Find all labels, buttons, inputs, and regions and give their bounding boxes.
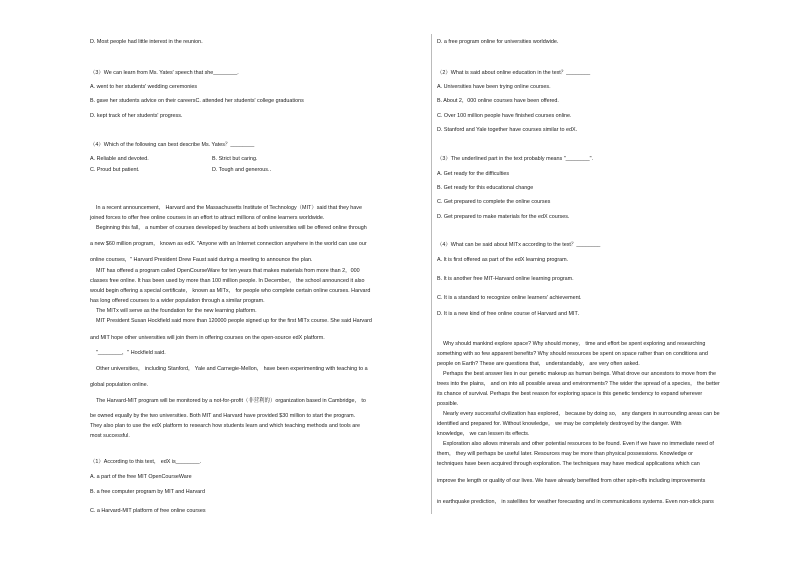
question-4-option-a: A. It is first offered as part of the edX learning program.	[437, 257, 569, 263]
question-1-option-c: C. a Harvard-MIT platform of free online courses	[90, 508, 206, 514]
passage-line: Other universities， including Stanford， Yale and Carnegie-Mellon， have been experimenting with teaching to a	[96, 366, 368, 372]
question-4-option-c: C. Proud but patient.	[90, 167, 140, 173]
passage-line: joined forces to offer free online courses in an effort to attract millions of online learners worldwide.	[90, 215, 325, 221]
question-3-option-c: C. Get prepared to complete the online courses	[437, 199, 551, 205]
passage-line: MIT has offered a program called OpenCourseWare for ten years that makes materials from more than 2，000	[96, 268, 360, 274]
passage-line: The Harvard-MIT program will be monitored by a not-for-profit（非营利的）organization based in Cambridge， to	[96, 398, 366, 404]
question-1-option-b: B. a free computer program by MIT and Harvard	[90, 489, 205, 495]
passage-line: trees into the plains， and on into all possible areas and environments? The wider the spread of a species， the better	[437, 381, 720, 387]
passage-line: people on Earth? These are questions that， understandably， are very often asked.	[437, 361, 640, 367]
question-3-option-d: D. Get prepared to make materials for the edX courses．	[437, 214, 574, 220]
passage-line: classes free online. It has been used by more than 100 million people. In December， the school announced it also	[90, 278, 365, 284]
question-3-stem: （3）The underlined part in the text probably means "________".	[437, 156, 594, 162]
passage-line: In a recent announcement， Harvard and the Massachusetts Institute of Technology（MIT）said that they have	[96, 205, 362, 211]
passage-line: improve the length or quality of our lives. We have already benefited from other spin-offs including improvements	[437, 478, 706, 484]
question-3-option-a: A. Get ready for the difficulties	[437, 171, 510, 177]
question-4-option-a: A. Reliable and devoted.	[90, 156, 149, 162]
question-2-option-d: D. Stanford and Yale together have courses similar to edX．	[437, 127, 581, 133]
passage-line: Nearly every successful civilization has explored， because by doing so， any dangers in surrounding areas can be	[443, 411, 720, 417]
passage-line: knowledge， we can lessen its effects.	[437, 431, 530, 437]
passage-line: Perhaps the best answer lies in our genetic makeup as human beings. What drove our ancestors to move from the	[443, 371, 716, 377]
question-4-option-b: B. Strict but caring.	[212, 156, 258, 162]
passage-line: The MITx will serve as the foundation for the new learning platform.	[96, 308, 257, 314]
question-3-option-a: A. went to her students' wedding ceremonies	[90, 84, 198, 90]
passage-line: most successful.	[90, 433, 130, 439]
passage-line: in earthquake prediction， in satellites for weather forecasting and in communications systems. Even non-stick pans	[437, 499, 714, 505]
question-1-option-a: A. a part of the free MIT OpenCourseWare	[90, 474, 192, 480]
question-4-option-b: B. It is another free MIT-Harvard online learning program.	[437, 276, 574, 282]
question-1-stem: （1）According to this text， edX is________.	[90, 459, 202, 465]
question-3-option-b: B. Get ready for this educational change	[437, 185, 534, 191]
question-2-option-b: B. About 2，000 online courses have been offered.	[437, 98, 559, 104]
passage-line: be owned equally by the two universities. Both MIT and Harvard have provided $30 million to start the program.	[90, 413, 356, 419]
prev-question-option-d: D. Most people had little interest in the reunion．	[90, 39, 207, 45]
passage-line: and MIT hope other universities will join them in offering courses on the open-source edX platform.	[90, 335, 325, 341]
question-4-stem: （4）Which of the following can best describe Ms. Yates？________	[90, 142, 255, 148]
passage-line: online courses，" Harvard President Drew Faust said during a meeting to announce the plan.	[90, 257, 313, 263]
question-2-option-a: A. Universities have been trying online courses.	[437, 84, 551, 90]
question-1-option-d: D. a free program online for universities worldwide．	[437, 39, 563, 45]
question-4-stem: （4）What can be said about MITx according to the text？________	[437, 242, 601, 248]
column-divider	[431, 34, 432, 514]
passage-line: global population online.	[90, 382, 149, 388]
passage-line: They also plan to use the edX platform to research how students learn and which teaching methods and tools are	[90, 423, 360, 429]
passage-line: MIT President Susan Hockfield said more than 120000 people signed up for the first MITx course. She said Harvard	[96, 318, 372, 324]
passage-line: techniques have been acquired through exploration. The techniques may have medical applications which can	[437, 461, 700, 467]
passage-line: has long offered courses to a wider population through a similar program.	[90, 298, 265, 304]
passage-line: identified and prepared for. Without knowledge， we may be completely destroyed by the danger. With	[437, 421, 682, 427]
passage-line: something with so few apparent benefits? Why should resources be spent on space rather than on conditions and	[437, 351, 708, 357]
question-3-option-b: B. gave her students advice on their careersC. attended her students' college graduations	[90, 98, 304, 104]
passage-line: possible.	[437, 401, 459, 407]
question-4-option-d: D. It is a new kind of free online course of Harvard and MIT．	[437, 311, 584, 317]
passage-line: a new $60 million program， known as edX. "Anyone with an Internet connection anywhere in the world can use our	[90, 241, 367, 247]
question-2-option-c: C. Over 100 million people have finished courses online.	[437, 113, 572, 119]
passage-line: Beginning this fall， a number of courses developed by teachers at both universities will be offered online through	[96, 225, 367, 231]
question-4-option-d: D. Tough and generous.．	[212, 167, 275, 173]
passage-line: Exploration also allows minerals and other potential resources to be found. Even if we have no immediate need of	[443, 441, 714, 447]
question-3-stem: （3）We can learn from Ms. Yates' speech that she________.	[90, 70, 239, 76]
passage-line: would begin offering a special certificate， known as MITx， for people who complete certain online courses. Harvard	[90, 288, 371, 294]
question-3-option-d: D. kept track of her students' progress．	[90, 113, 187, 119]
question-4-option-c: C. It is a standard to recognize online learners' achievement.	[437, 295, 582, 301]
question-2-stem: （2）What is said about online education in the text？________	[437, 70, 591, 76]
passage-line: them， they will perhaps be useful later. Resources may be more than physical possessions. Knowledge or	[437, 451, 693, 457]
passage-line: Why should mankind explore space? Why should money， time and effort be spent exploring and researching	[443, 341, 706, 347]
passage-line: its chance of survival. Perhaps the best reason for exploring space is this genetic tendency to expand wherever	[437, 391, 703, 397]
passage-line-blank: "________，" Hockfield said.	[96, 350, 166, 356]
